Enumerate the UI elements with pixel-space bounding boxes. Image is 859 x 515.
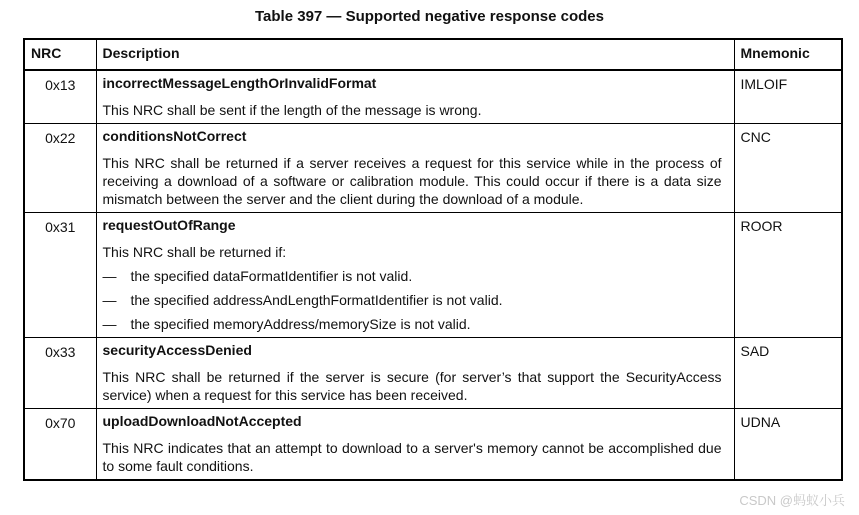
list-item — [103, 267, 722, 285]
mnemonic: IMLOIF — [734, 70, 842, 124]
header-nrc: NRC — [24, 39, 96, 70]
mnemonic: SAD — [734, 338, 842, 409]
nrc-text: This NRC shall be sent if the length of the message is wrong. — [102, 102, 482, 118]
nrc-text: This NRC shall be returned if a server receives a request for this service while in the process of receiving a download of a software or calibration module. This could occur if there is a data size mismatch between the server and the client during the download of a module. — [102, 155, 722, 207]
description-cell — [96, 70, 734, 124]
table-row — [24, 124, 842, 213]
mnemonic: ROOR — [734, 213, 842, 338]
mnemonic: CNC — [734, 124, 842, 213]
description-cell — [96, 213, 734, 338]
nrc-code: 0x13 — [24, 70, 96, 124]
list-item-text: the specified dataFormatIdentifier is not valid. — [130, 268, 413, 284]
nrc-name: securityAccessDenied — [102, 342, 252, 358]
nrc-table — [23, 38, 843, 481]
nrc-name: incorrectMessageLengthOrInvalidFormat — [102, 75, 377, 91]
mnemonic: UDNA — [734, 409, 842, 481]
watermark: CSDN @蚂蚁小兵 — [739, 493, 845, 508]
dash-marker: — — [102, 316, 117, 332]
nrc-text: This NRC indicates that an attempt to download to a server's memory cannot be accomplished due to some fault conditions. — [102, 440, 722, 474]
list-item — [103, 291, 722, 309]
nrc-text: This NRC shall be returned if the server is secure (for server’s that support the SecurityAccess service) when a request for this service has been received. — [102, 369, 722, 403]
header-row — [24, 39, 842, 70]
table-row — [24, 338, 842, 409]
nrc-code: 0x70 — [24, 409, 96, 481]
list-item-text: the specified memoryAddress/memorySize is not valid. — [130, 316, 471, 332]
nrc-name: conditionsNotCorrect — [102, 128, 247, 144]
nrc-text: This NRC shall be returned if: — [102, 244, 287, 260]
table-row — [24, 409, 842, 481]
table-caption: Table 397 — Supported negative response codes — [255, 8, 604, 25]
table-row — [24, 213, 842, 338]
nrc-code: 0x31 — [24, 213, 96, 338]
description-cell — [96, 409, 734, 481]
description-cell — [96, 124, 734, 213]
header-mnemonic: Mnemonic — [734, 39, 842, 70]
dash-marker: — — [102, 268, 117, 284]
list-item-text: the specified addressAndLengthFormatIdentifier is not valid. — [130, 292, 503, 308]
nrc-code: 0x22 — [24, 124, 96, 213]
table-row — [24, 70, 842, 124]
nrc-name: uploadDownloadNotAccepted — [102, 413, 302, 429]
list-item — [103, 315, 722, 333]
header-description: Description — [96, 39, 734, 70]
nrc-code: 0x33 — [24, 338, 96, 409]
description-cell — [96, 338, 734, 409]
nrc-name: requestOutOfRange — [102, 217, 236, 233]
dash-marker: — — [102, 292, 117, 308]
